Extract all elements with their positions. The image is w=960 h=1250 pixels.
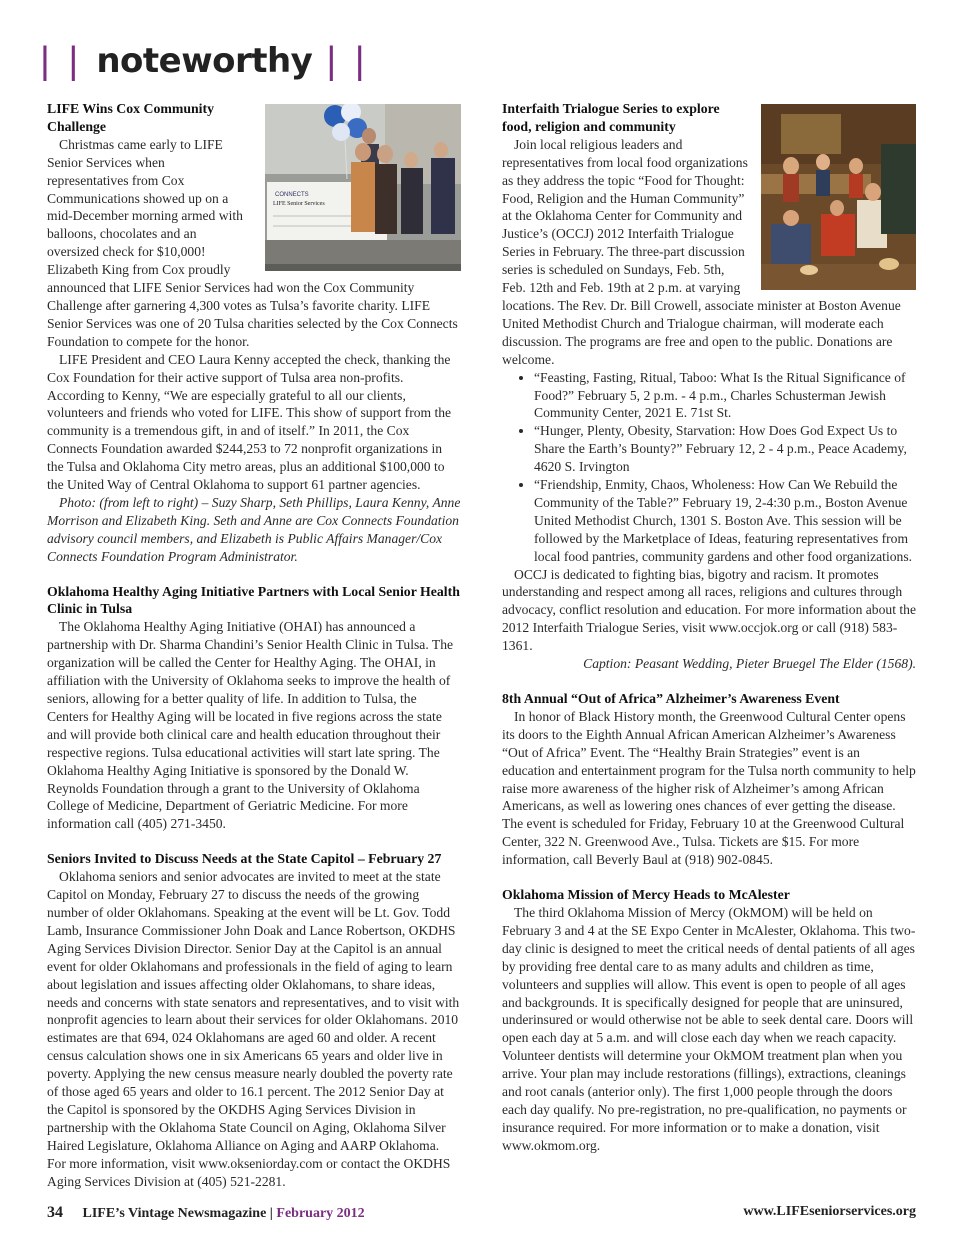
page-footer (47, 1204, 916, 1226)
article-mercy (502, 886, 916, 1155)
paragraph: Oklahoma seniors and senior advocates are invited to meet at the state Capitol on Monday, February 27 to discuss the needs of the growing number of older Oklahomans. Speaking at the event will be Lt. Gov. Todd Lamb, Insurance Commissioner John Doak and Lance Robertson, OKDHS Aging Services Division Director. Senior Day at the Capitol is an annual event for older Oklahomans and professionals in the field of aging to learn about legislation and issues affecting older Oklahomans, to share ideas, needs and concerns with state senators and representatives, and to visit with nonprofit agencies to learn about their services for older Oklahomans. 2010 estimates are that 694, 024 Oklahomans are aged 60 and older. A recent census calculation shows one in six Americans 65 years and older live in poverty. Applying the new census measure nearly doubled the poverty rate of those aged 65 years and older to 16.1 percent. The 2012 Senior Day at the Capitol is sponsored by the OKDHS Aging Services Division in partnership with the Oklahoma State Council on Aging, Oklahoma Silver Haired Legislature, Oklahoma Alliance on Aging and AARP Oklahoma. For more information, visit www.okseniorday.com or contact the OKDHS Aging Services Division at (405) 521-2281. (47, 869, 460, 1189)
paragraph: The Oklahoma Healthy Aging Initiative (OHAI) has announced a partnership with Dr. Sharma Chandini’s Senior Health Clinic in Tulsa. The organization will be called the Center for Healthy Aging. The OHAI, in affiliation with the University of Oklahoma seeks to improve the health of seniors, allowing for a better quality of life. In addition to Tulsa, the Centers for Healthy Aging will be located in five regions across the state and will provide both clinical care and health education throughout their respective regions. Tulsa educational activities will start late spring. The Oklahoma Healthy Aging Initiative is sponsored by the Donald W. Reynolds Foundation through a grant to the University of Oklahoma College of Medicine, Department of Geriatric Medicine. For more information call (405) 271-3450. (47, 619, 454, 832)
masthead-bars-left: | | (40, 39, 83, 82)
article-capitol (47, 850, 461, 1190)
paragraph: LIFE President and CEO Laura Kenny accepted the check, thanking the Cox Foundation for their active support of Tulsa area non-profits. According to Kenny, “We are especially grateful to all our clients, volunteers and friends who voted for LIFE. This show of support from the community is a tremendous gift, in and of itself.” In 2011, the Cox Connects Foundation awarded $244,253 to 72 nonprofit organizations in the Tulsa and Oklahoma City metro areas, plus an additional $100,000 to the United Way of Central Oklahoma to support 61 partner agencies. (47, 351, 452, 493)
article-trialogue (502, 100, 916, 673)
section-title: noteworthy (96, 41, 313, 81)
paragraph: Christmas came early to LIFE Senior Services when representatives from Cox Communications showed up on a mid-December morning armed with balloons, chocolates and an oversized check for $10,000! Elizabeth King from Cox proudly announced that LIFE Senior Services had won the Cox Community Challenge after garnering 4,300 votes as Tulsa’s favorite charity. LIFE Senior Services was one of 20 Tulsa charities selected by the Cox Connects Foundation to compete for the honor. (47, 136, 458, 349)
list-item: • “Friendship, Enmity, Chaos, Wholeness: How Can We Rebuild the Community of the Table?” February 19, 2-4:30 p.m., Boston Avenue United Methodist Church, 1301 S. Boston Ave. This session will be followed by the Marketplace of Ideas, featuring representatives from local food pantries, community gardens and other food organizations. (534, 476, 916, 566)
event-list (502, 369, 916, 566)
check-payee: LIFE Senior Services (273, 201, 325, 207)
article-title: LIFE Wins Cox Community Challenge (47, 101, 215, 134)
paragraph: In honor of Black History month, the Greenwood Cultural Center opens its doors to the Eighth Annual African American Alzheimer’s Awareness “Out of Africa” Event. The “Healthy Brain Strategies” event is an education and entertainment program for the Tulsa north community to help raise more awareness of the higher risk of Alzheimer’s among African Americans, as well as lowering ones chances of ever getting the disease. The event is scheduled for Friday, February 10 at the Greenwood Cultural Center, 322 N. Greenwood Ave., Tulsa. Tickets are $15. For more information, call Beverly Baul at (918) 902-0845. (502, 708, 916, 868)
article-title: 8th Annual “Out of Africa” Alzheimer’s Awareness Event (502, 691, 840, 706)
issue-month: February 2012 (276, 1206, 365, 1221)
cox-check-photo (265, 104, 461, 271)
article-cox (47, 100, 461, 566)
left-column (47, 100, 461, 1207)
paragraph: OCCJ is dedicated to fighting bias, bigotry and racism. It promotes understanding and respect among all races, religions and cultures through advocacy, conflict resolution and education. For more information about the 2012 Interfaith Trialogue Series, visit www.occjok.org or call (918) 583-1361. (502, 566, 916, 654)
article-title: Oklahoma Healthy Aging Initiative Partners with Local Senior Health Clinic in Tulsa (47, 583, 460, 617)
right-column (502, 100, 916, 1172)
article-title: Oklahoma Mission of Mercy Heads to McAlester (502, 887, 790, 903)
page-number: 34 (47, 1204, 63, 1221)
article-title: Interfaith Trialogue Series to explore food, religion and community (502, 101, 720, 134)
article-title: Seniors Invited to Discuss Needs at the State Capitol – February 27 (47, 851, 442, 867)
peasant-wedding-painting (761, 104, 916, 290)
svg-text:CONNECTS: CONNECTS (275, 192, 309, 198)
article-africa (502, 690, 916, 869)
masthead (40, 36, 369, 86)
article-ohai (47, 583, 461, 834)
masthead-bars-right: | | (326, 39, 369, 82)
painting-caption: Caption: Peasant Wedding, Pieter Bruegel The Elder (1568). (583, 656, 916, 672)
list-item: • “Hunger, Plenty, Obesity, Starvation: How Does God Expect Us to Share the Earth’s Bounty?” February 12, 2 - 4 p.m., Peace Academy, 4620 S. Irvington (534, 422, 916, 476)
list-item: • “Feasting, Fasting, Ritual, Taboo: What Is the Ritual Significance of Food?” February 5, 2 p.m. - 4 p.m., Charles Schusterman Jewish Community Center, 2021 E. 71st St. (534, 369, 916, 423)
photo-caption: Photo: (from left to right) – Suzy Sharp, Seth Phillips, Laura Kenny, Anne Morrison and Elizabeth King. Seth and Anne are Cox Connects Foundation advisory council members, and Elizabeth is Public Affairs Manager/Cox Connects Foundation Program Administrator. (47, 494, 461, 564)
paragraph: The third Oklahoma Mission of Mercy (OkMOM) will be held on February 3 and 4 at the SE Expo Center in McAlester, Oklahoma. This two-day clinic is designed to meet the critical needs of dental patients of all ages by providing free dental care to as many adults and children as time, volunteers and supplies will allow. This event is open to people of all ages and backgrounds. It is specifically designed for people that are uninsured, underinsured or would otherwise not be able to seek dental care. Doors will open each day at 5 a.m. and will close each day when we reach capacity. Volunteer dentists will determine your OkMOM treatment plan when you arrive. Your plan may include restorations (fillings), extractions, cleanings and root canals (anterior only). The first 1,000 people through the doors each day qualify. No pre-registration, no pre-qualification, no payments or insurance required. For more information or to make a donation, visit www.okmom.org. (502, 904, 916, 1153)
website-url: www.LIFEseniorservices.org (743, 1204, 916, 1219)
paragraph: Join local religious leaders and representatives from local food organizations as they address the topic “Food for Thought: Food, Religion and the Human Community” at the Oklahoma Center for Community and Justice’s (OCCJ) 2012 Interfaith Trialogue Series in February. The three-part discussion series is scheduled on Sundays, Feb. 5th, Feb. 12th and Feb. 19th at 2 p.m. at varying locations. The Rev. Dr. Bill Crowell, associate minister at Boston Avenue United Methodist Church and Trialogue chairman, will moderate each discussion. The programs are free and open to the public. Donations are welcome. (502, 136, 901, 367)
publication-name: LIFE’s Vintage Newsmagazine | (82, 1206, 273, 1221)
